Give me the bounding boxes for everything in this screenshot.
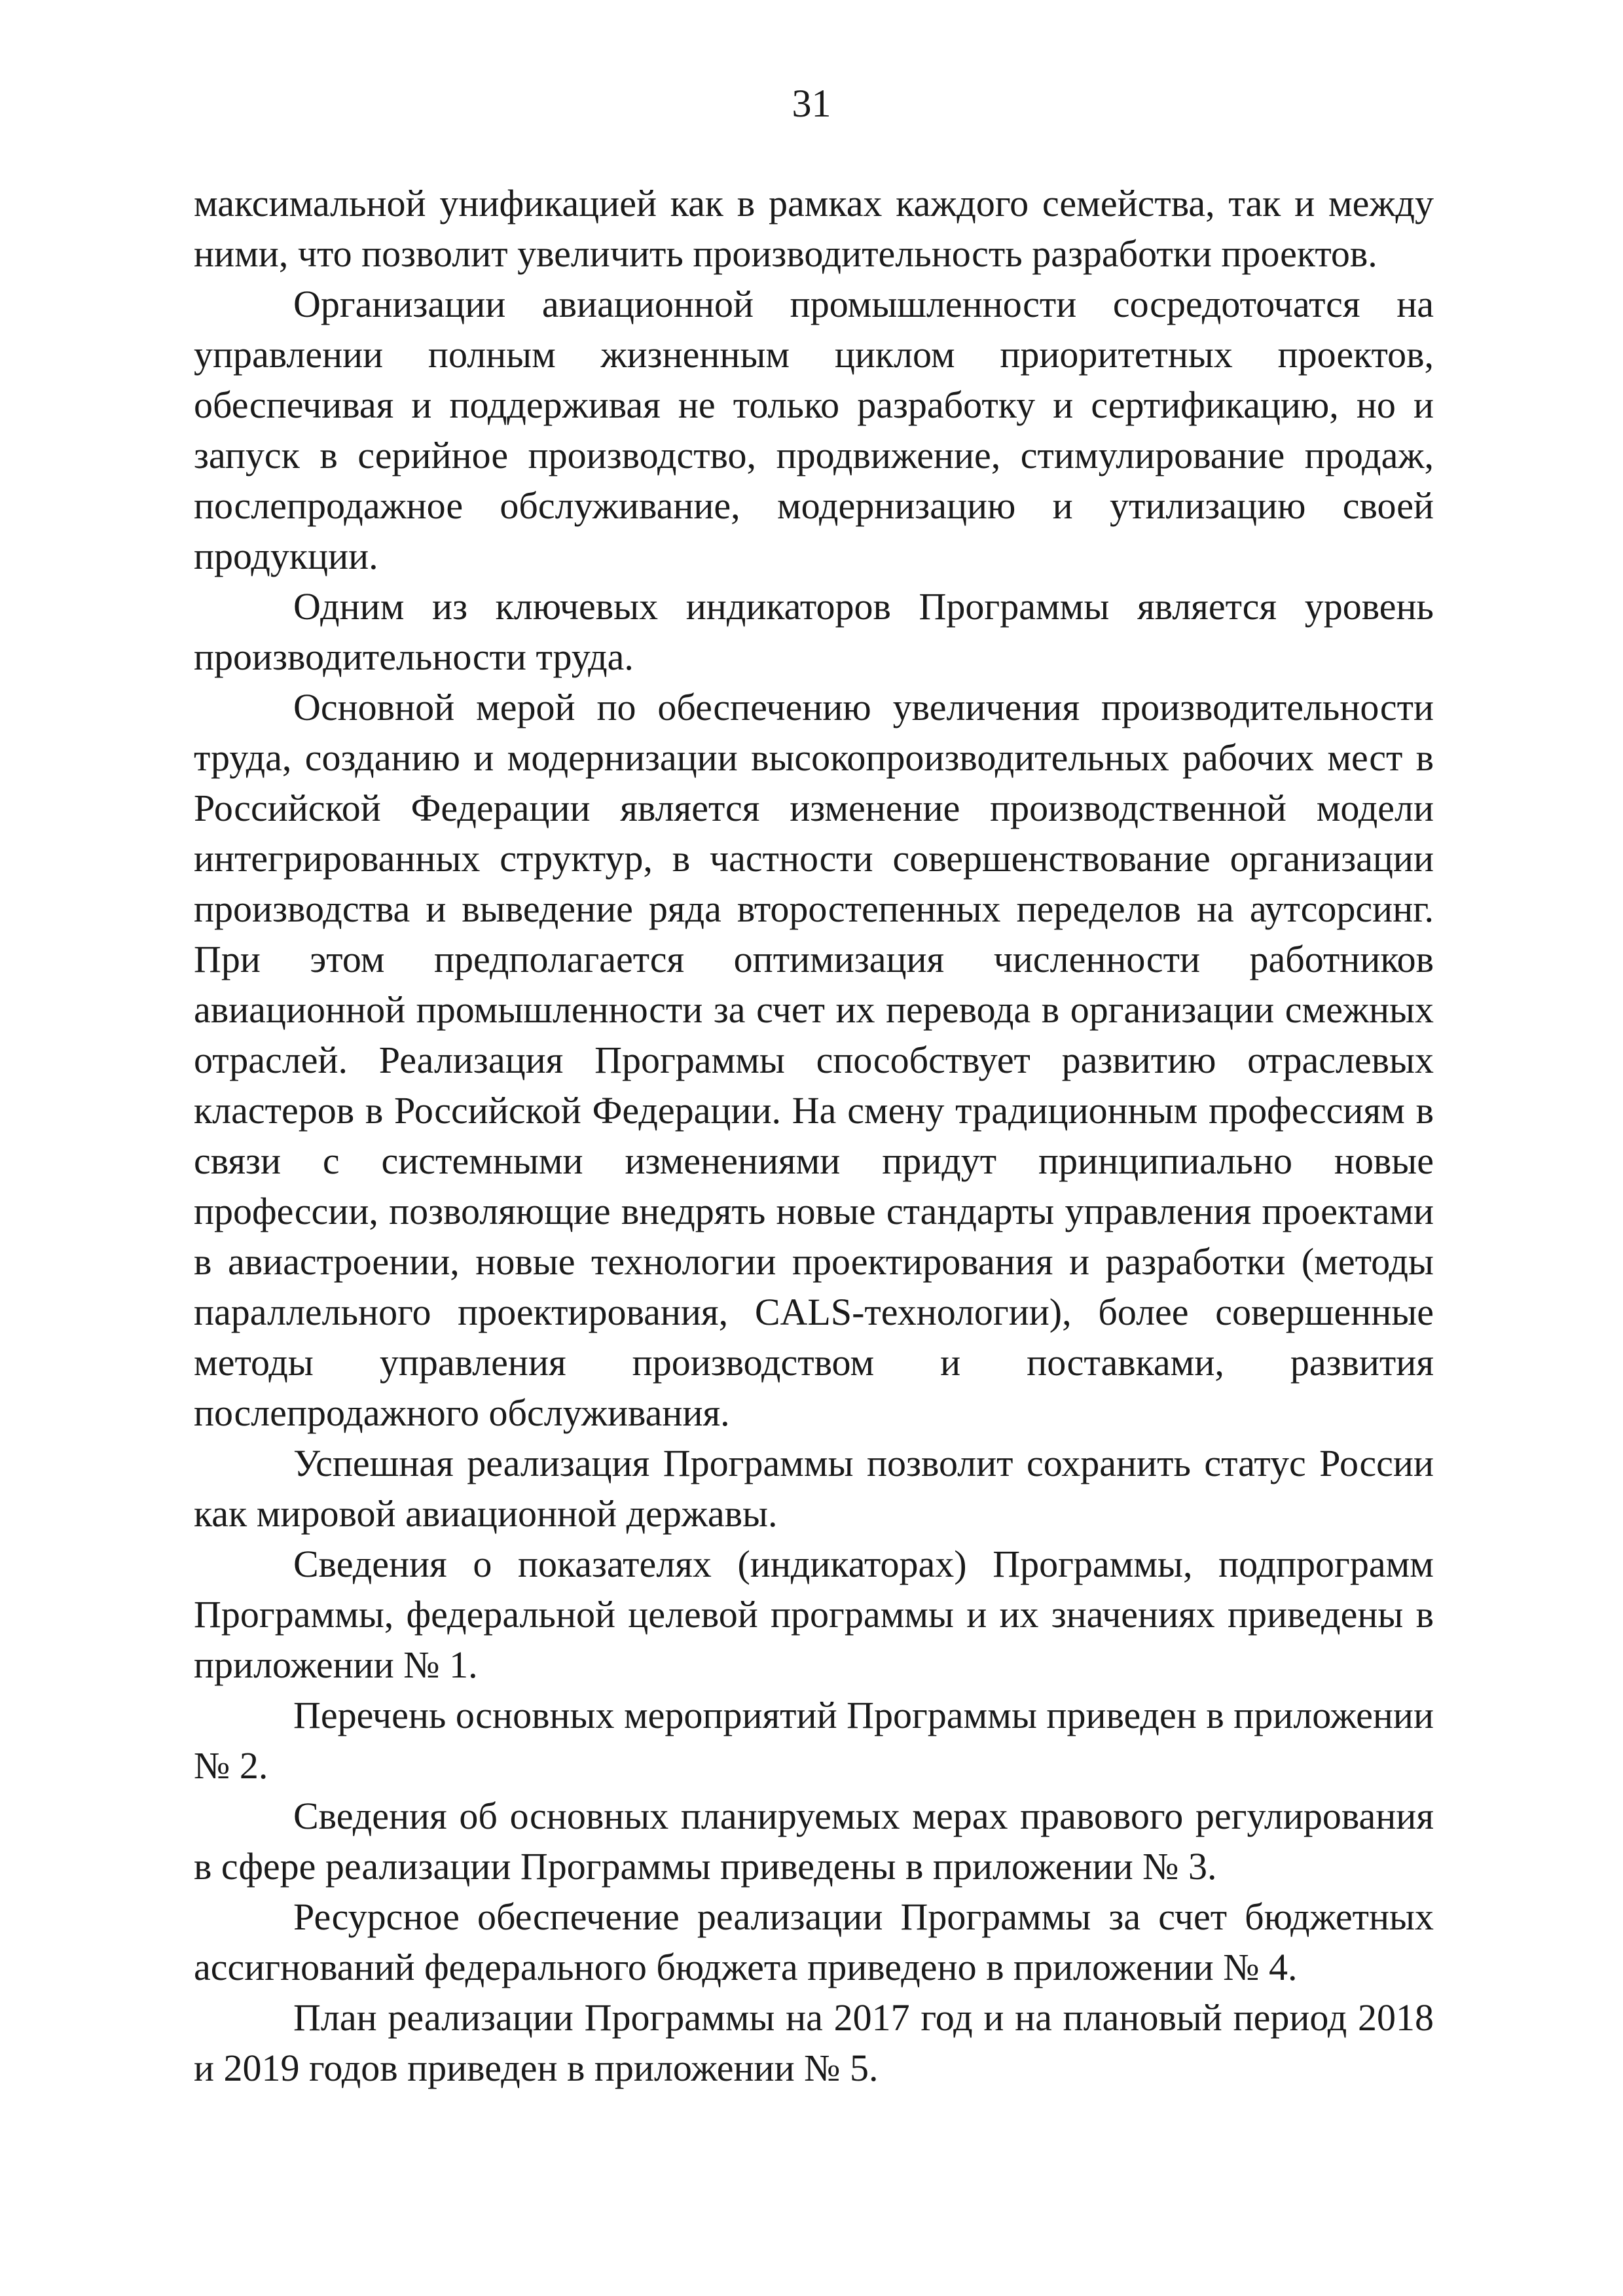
paragraph-appendix-1: Сведения о показателях (индикаторах) Программы, подпрограмм Программы, федеральной целевой программы и их значениях приведены в приложении № 1. — [194, 1543, 1434, 1686]
paragraph-organizations: Организации авиационной промышленности сосредоточатся на управлении полным жизненным циклом приоритетных проектов, обеспечивая и поддерживая не только разработку и сертификацию, но и запуск в серийное производство, продвижение, стимулирование продаж, послепродажное обслуживание, модернизацию и утилизацию своей продукции. — [194, 283, 1434, 577]
paragraph-appendix-2: Перечень основных мероприятий Программы приведен в приложении № 2. — [194, 1694, 1434, 1787]
document-body — [194, 178, 1434, 2093]
paragraph-continuation: максимальной унификацией как в рамках каждого семейства, так и между ними, что позволит увеличить производительность разработки проектов. — [194, 182, 1434, 275]
paragraph-appendix-5: План реализации Программы на 2017 год и на плановый период 2018 и 2019 годов приведен в приложении № 5. — [194, 1996, 1434, 2089]
paragraph-appendix-4: Ресурсное обеспечение реализации Программы за счет бюджетных ассигнований федерального бюджета приведено в приложении № 4. — [194, 1895, 1434, 1988]
page-number: 31 — [792, 82, 831, 125]
paragraph-successful-implementation: Успешная реализация Программы позволит сохранить статус России как мировой авиационной державы. — [194, 1442, 1434, 1535]
paragraph-appendix-3: Сведения об основных планируемых мерах правового регулирования в сфере реализации Программы приведены в приложении № 3. — [194, 1795, 1434, 1888]
paragraph-key-indicator: Одним из ключевых индикаторов Программы является уровень производительности труда. — [194, 585, 1434, 678]
paragraph-productivity-measures: Основной мерой по обеспечению увеличения производительности труда, созданию и модернизации высокопроизводительных рабочих мест в Российской Федерации является изменение производственной модели интегрированных структур, в частности совершенствование организации производства и выведение ряда второстепенных переделов на аутсорсинг. При этом предполагается оптимизация численности работников авиационной промышленности за счет их перевода в организации смежных отраслей. Реализация Программы способствует развитию отраслевых кластеров в Российской Федерации. На смену традиционным профессиям в связи с системными изменениями придут принципиально новые профессии, позволяющие внедрять новые стандарты управления проектами в авиастроении, новые технологии проектирования и разработки (методы параллельного проектирования, CALS-технологии), более совершенные методы управления производством и поставками, развития послепродажного обслуживания. — [194, 686, 1434, 1434]
